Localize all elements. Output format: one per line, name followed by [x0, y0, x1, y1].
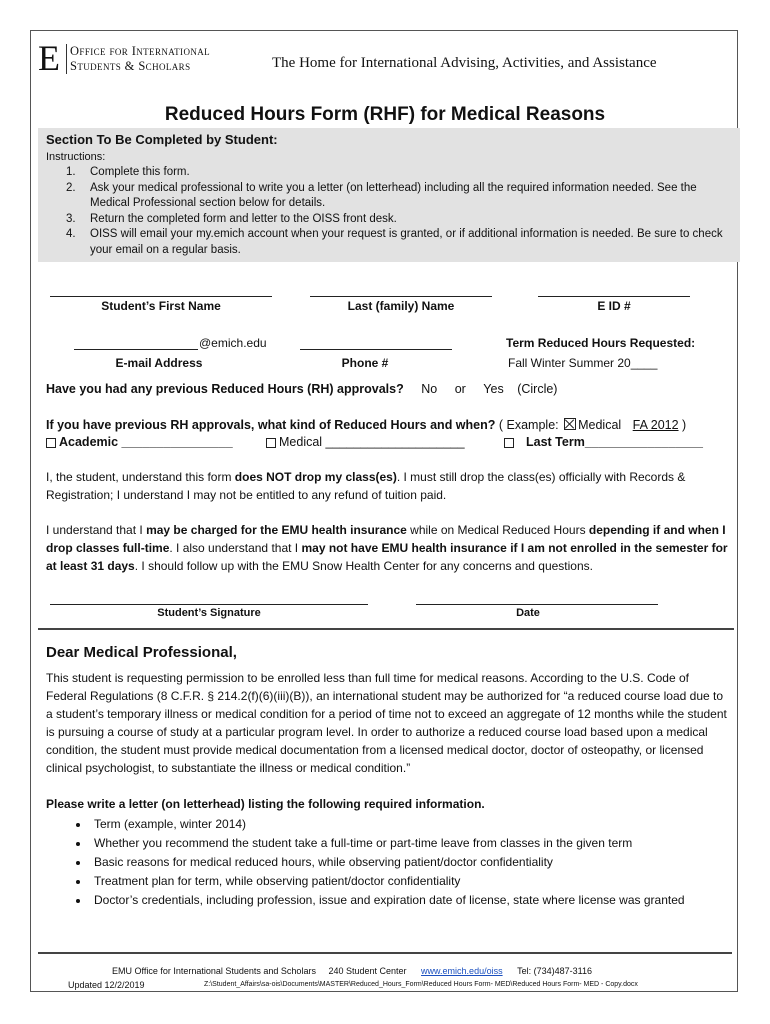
instructions-label: Instructions: — [46, 151, 106, 163]
last-name-field[interactable] — [310, 296, 492, 297]
instruction-item: 4. OISS will email your my.emich account when your request is granted, or if additional information is needed. Be sure to check your email on a regular basis. — [66, 228, 723, 256]
eid-label: E ID # — [597, 299, 631, 313]
example-prefix: ( Example: — [498, 418, 559, 432]
section-divider — [38, 628, 734, 630]
instruction-item: 3. Return the completed form and letter to the OISS front desk. — [66, 212, 397, 225]
signature-label: Student’s Signature — [157, 607, 261, 619]
option-yes[interactable]: Yes — [483, 382, 504, 396]
logo-line-1: Office for International — [70, 44, 211, 58]
checkbox-icon[interactable] — [504, 438, 514, 448]
list-item: • Treatment plan for term, while observing patient/doctor confidentiality — [90, 872, 685, 891]
form-title: Reduced Hours Form (RHF) for Medical Reasons — [164, 104, 606, 125]
checkbox-icon[interactable] — [266, 438, 276, 448]
footer-file-path: Z:\Student_Affairs\sa-ois\Documents\MASTER\Reduced_Hours_Form\Reduced Hours Form- MED\Reduced Hours Form- MED - Copy.docx — [204, 981, 638, 988]
circle-note: (Circle) — [517, 382, 558, 396]
tagline: The Home for International Advising, Activities, and Assistance — [272, 55, 657, 71]
example-suffix: ) — [682, 418, 687, 432]
option-no[interactable]: No — [421, 382, 438, 396]
medical-option[interactable]: Medical ____________________ — [266, 435, 465, 449]
last-term-option[interactable]: Last Term_________________ — [504, 435, 703, 449]
email-field[interactable] — [74, 349, 198, 350]
rh-kind-question: If you have previous RH approvals, what kind of Reduced Hours and when? — [46, 418, 496, 432]
statement-drop-classes: I, the student, understand this form does NOT drop my class(es). I must still drop the class(es) officially with Records & Registration; I understand I may not be entitled to any refund of tuition paid. — [46, 470, 686, 502]
letter-list-heading: Please write a letter (on letterhead) listing the following required information. — [46, 797, 485, 811]
first-name-field[interactable] — [50, 296, 272, 297]
term-label: Term Reduced Hours Requested: — [506, 336, 696, 350]
oiss-logo-letter: E — [38, 38, 60, 78]
email-suffix: @emich.edu — [199, 336, 267, 350]
list-item: • Term (example, winter 2014) — [90, 815, 685, 834]
first-name-label: Student’s First Name — [101, 299, 221, 313]
footer-url-link[interactable]: www.emich.edu/oiss — [421, 966, 503, 976]
list-item: • Doctor’s credentials, including profession, issue and expiration date of license, state where license was granted — [90, 891, 685, 910]
academic-option[interactable]: Academic ________________ — [46, 435, 233, 449]
instruction-item: 1. Complete this form. — [66, 166, 190, 178]
option-or: or — [454, 382, 466, 396]
previous-rh-question: Have you had any previous Reduced Hours (RH) approvals? — [46, 382, 404, 396]
date-field[interactable] — [416, 604, 658, 605]
signature-field[interactable] — [50, 604, 368, 605]
statement-insurance: I understand that I may be charged for the EMU health insurance while on Medical Reduced Hours depending if and when I drop classes full-time. I also understand that I may not have EMU health insurance if I am not enrolled in the semester for at least 31 days. I should follow up with the EMU Snow Health Center for any concerns and questions. — [46, 523, 728, 573]
example-medical: Medical — [578, 418, 622, 432]
student-section-heading: Section To Be Completed by Student: — [46, 132, 278, 147]
list-item: • Whether you recommend the student take a full-time or part-time leave from classes in the given term — [90, 834, 685, 853]
phone-label: Phone # — [341, 356, 389, 370]
eid-field[interactable] — [538, 296, 690, 297]
previous-rh-row — [46, 382, 557, 396]
logo-line-2: Students & Scholars — [70, 59, 191, 73]
footer-divider — [38, 952, 732, 954]
checkbox-icon[interactable] — [46, 438, 56, 448]
example-term: FA 2012 — [632, 418, 679, 432]
instruction-item: 2. Ask your medical professional to write you a letter (on letterhead) including all the required information needed. See the Medical Professional section below for details. — [66, 181, 697, 209]
footer-line-1 — [112, 966, 592, 976]
checked-box-icon — [564, 418, 576, 430]
footer-tel: Tel: (734)487-3116 — [517, 966, 592, 976]
footer-address: 240 Student Center — [328, 966, 407, 976]
email-label: E-mail Address — [115, 356, 203, 370]
list-item: • Basic reasons for medical reduced hours, while observing patient/doctor confidentiality — [90, 853, 685, 872]
date-label: Date — [516, 607, 540, 619]
oiss-logo-text — [66, 44, 210, 74]
rh-kind-row — [46, 418, 686, 432]
footer-office: EMU Office for International Students and Scholars — [112, 966, 316, 976]
term-options[interactable]: Fall Winter Summer 20____ — [508, 356, 658, 370]
required-info-list — [70, 815, 685, 910]
last-name-label: Last (family) Name — [347, 299, 455, 313]
instructions-list — [66, 165, 726, 258]
phone-field[interactable] — [300, 349, 452, 350]
medical-greeting: Dear Medical Professional, — [46, 644, 237, 661]
medical-body: This student is requesting permission to be enrolled less than full time for medical reasons. According to the U.S. Code of Federal Regulations (8 C.F.R. § 214.2(f)(6)(iii)(B)), an international student may be authorized for “a reduced course load due to a student’s temporary illness or medical condition for a period of time not to exceed an aggregate of 12 months while the student is pursuing a course of study at a particular program level. In order to authorize a reduced course load based upon a medical condition, the student must provide medical documentation from a licensed medical doctor, doctor of osteopathy, or licensed clinical psychologist, to substantiate the illness or medical condition.” — [46, 671, 727, 775]
footer-updated: Updated 12/2/2019 — [68, 980, 145, 990]
